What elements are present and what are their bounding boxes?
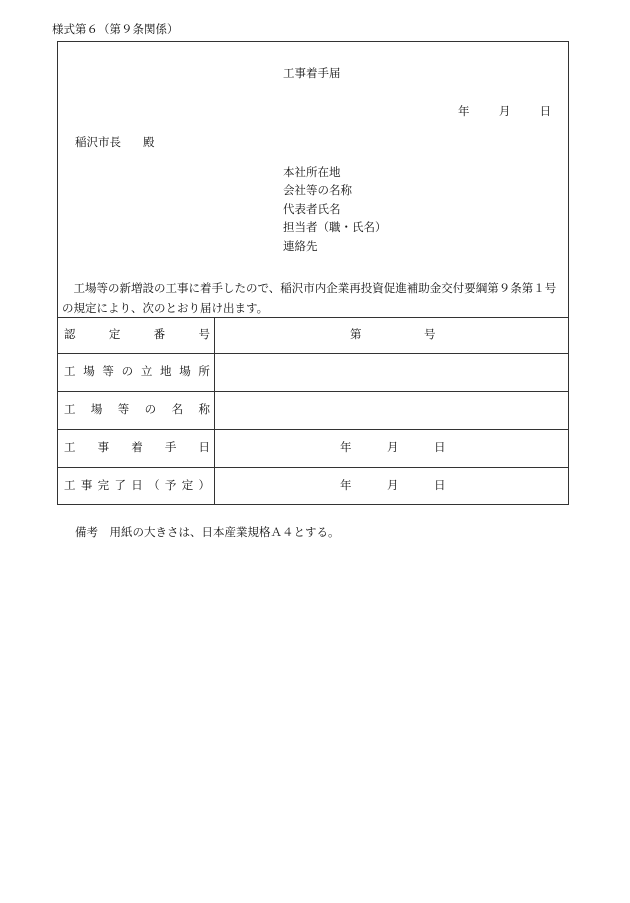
row-divider bbox=[57, 353, 569, 354]
year-label: 年 bbox=[458, 104, 470, 118]
label-char: 所 bbox=[198, 364, 210, 378]
label-char: 認 bbox=[64, 327, 76, 341]
label-char: 定 bbox=[181, 478, 194, 492]
row-label-certification-number bbox=[64, 329, 210, 341]
row-divider bbox=[57, 429, 569, 430]
label-char: 了 bbox=[114, 478, 126, 492]
label-char: 称 bbox=[198, 402, 210, 416]
row-label-factory-name bbox=[64, 404, 210, 416]
addressee bbox=[75, 137, 155, 149]
row-divider bbox=[57, 391, 569, 392]
label-char: 立 bbox=[140, 364, 153, 378]
label-char: 地 bbox=[160, 364, 172, 378]
label-char: 番 bbox=[153, 327, 166, 341]
start-day-label: 日 bbox=[434, 440, 446, 454]
label-char: 工 bbox=[64, 364, 76, 378]
document-title: 工事着手届 bbox=[283, 66, 341, 80]
form-number: 様式第６（第９条関係） bbox=[52, 22, 179, 36]
applicant-representative-label: 代表者氏名 bbox=[283, 202, 341, 216]
label-char: 場 bbox=[179, 364, 191, 378]
day-label: 日 bbox=[539, 104, 552, 118]
month-label: 月 bbox=[498, 104, 511, 118]
label-char: （ bbox=[148, 478, 160, 492]
certification-number-suffix: 号 bbox=[424, 327, 436, 341]
certification-number-prefix: 第 bbox=[350, 327, 362, 341]
completion-month-label: 月 bbox=[387, 478, 399, 492]
label-char: 日 bbox=[131, 478, 143, 492]
row-label-construction-start-date bbox=[64, 442, 210, 454]
column-divider bbox=[214, 317, 215, 505]
start-year-label: 年 bbox=[340, 440, 352, 454]
label-char: 場 bbox=[90, 402, 103, 416]
label-char: 工 bbox=[64, 478, 76, 492]
label-char: 着 bbox=[131, 440, 143, 454]
completion-year-label: 年 bbox=[340, 478, 352, 492]
label-char: 日 bbox=[198, 440, 210, 454]
label-char: 予 bbox=[164, 478, 177, 492]
label-char: 等 bbox=[117, 402, 130, 416]
label-char: 定 bbox=[108, 327, 121, 341]
label-char: 完 bbox=[97, 478, 110, 492]
label-char: 等 bbox=[102, 364, 114, 378]
label-char: の bbox=[144, 402, 157, 416]
label-char: 名 bbox=[171, 402, 184, 416]
row-label-factory-location bbox=[64, 366, 210, 378]
addressee-honorific: 殿 bbox=[143, 135, 155, 149]
label-char: 場 bbox=[83, 364, 95, 378]
submission-date bbox=[458, 106, 551, 118]
label-char: 事 bbox=[80, 478, 93, 492]
label-char: の bbox=[121, 364, 134, 378]
label-char: 事 bbox=[97, 440, 110, 454]
completion-day-label: 日 bbox=[434, 478, 446, 492]
applicant-phone-label: 連絡先 bbox=[283, 239, 318, 253]
body-text: 工場等の新増設の工事に着手したので、稲沢市内企業再投資促進補助金交付要綱第９条第１号の規定により、次のとおり届け出ます。 bbox=[62, 281, 557, 315]
label-char: 号 bbox=[198, 327, 210, 341]
addressee-name: 稲沢市長 bbox=[75, 135, 121, 149]
row-label-construction-completion-date bbox=[64, 480, 210, 492]
row-divider bbox=[57, 467, 569, 468]
applicant-company-label: 会社等の名称 bbox=[283, 183, 352, 197]
applicant-contact-person-label: 担当者（職・氏名） bbox=[283, 220, 387, 234]
table-top-border bbox=[57, 317, 569, 318]
start-month-label: 月 bbox=[387, 440, 399, 454]
label-char: 手 bbox=[164, 440, 177, 454]
label-char: 工 bbox=[64, 440, 76, 454]
label-char: 工 bbox=[64, 402, 76, 416]
applicant-address-label: 本社所在地 bbox=[283, 165, 341, 179]
label-char: ） bbox=[198, 478, 210, 492]
remarks-note: 備考 用紙の大きさは、日本産業規格Ａ４とする。 bbox=[75, 525, 340, 539]
